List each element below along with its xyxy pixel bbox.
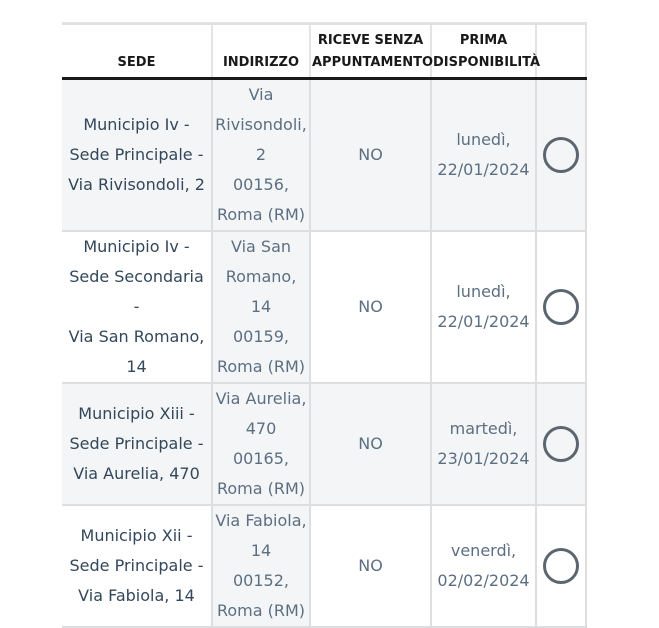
cell-sede: Municipio Xiii - Sede Principale - Via Aurelia, 470	[62, 383, 212, 505]
table-row[interactable]	[62, 505, 586, 627]
header-indirizzo: INDIRIZZO	[212, 24, 310, 79]
sede-selection-table	[62, 22, 587, 628]
cell-select	[536, 505, 586, 627]
radio-select-sede[interactable]	[543, 137, 579, 173]
cell-sede: Municipio Xii - Sede Principale - Via Fabiola, 14	[62, 505, 212, 627]
cell-select	[536, 231, 586, 383]
cell-select	[536, 383, 586, 505]
cell-disponibilita: venerdì, 02/02/2024	[431, 505, 536, 627]
table-row[interactable]	[62, 383, 586, 505]
cell-sede: Municipio Iv - Sede Secondaria - Via San Romano, 14	[62, 231, 212, 383]
radio-select-sede[interactable]	[543, 548, 579, 584]
cell-senza-appuntamento: NO	[310, 231, 431, 383]
cell-indirizzo: Via Aurelia, 470 00165, Roma (RM)	[212, 383, 310, 505]
cell-indirizzo: Via Fabiola, 14 00152, Roma (RM)	[212, 505, 310, 627]
radio-select-sede[interactable]	[543, 289, 579, 325]
cell-sede: Municipio Iv - Sede Principale - Via Rivisondoli, 2	[62, 79, 212, 232]
header-riceve-senza-appuntamento: RICEVE SENZA APPUNTAMENTO	[310, 24, 431, 79]
radio-select-sede[interactable]	[543, 426, 579, 462]
cell-indirizzo: Via Rivisondoli, 2 00156, Roma (RM)	[212, 79, 310, 232]
cell-disponibilita: lunedì, 22/01/2024	[431, 79, 536, 232]
cell-senza-appuntamento: NO	[310, 79, 431, 232]
header-select	[536, 24, 586, 79]
sede-selection-table-container	[62, 22, 586, 628]
cell-disponibilita: martedì, 23/01/2024	[431, 383, 536, 505]
cell-disponibilita: lunedì, 22/01/2024	[431, 231, 536, 383]
cell-select	[536, 79, 586, 232]
table-row[interactable]	[62, 79, 586, 232]
cell-senza-appuntamento: NO	[310, 383, 431, 505]
header-sede: SEDE	[62, 24, 212, 79]
table-row[interactable]	[62, 231, 586, 383]
cell-senza-appuntamento: NO	[310, 505, 431, 627]
cell-indirizzo: Via San Romano, 14 00159, Roma (RM)	[212, 231, 310, 383]
header-prima-disponibilita: PRIMA DISPONIBILITÀ	[431, 24, 536, 79]
table-header	[62, 24, 586, 79]
